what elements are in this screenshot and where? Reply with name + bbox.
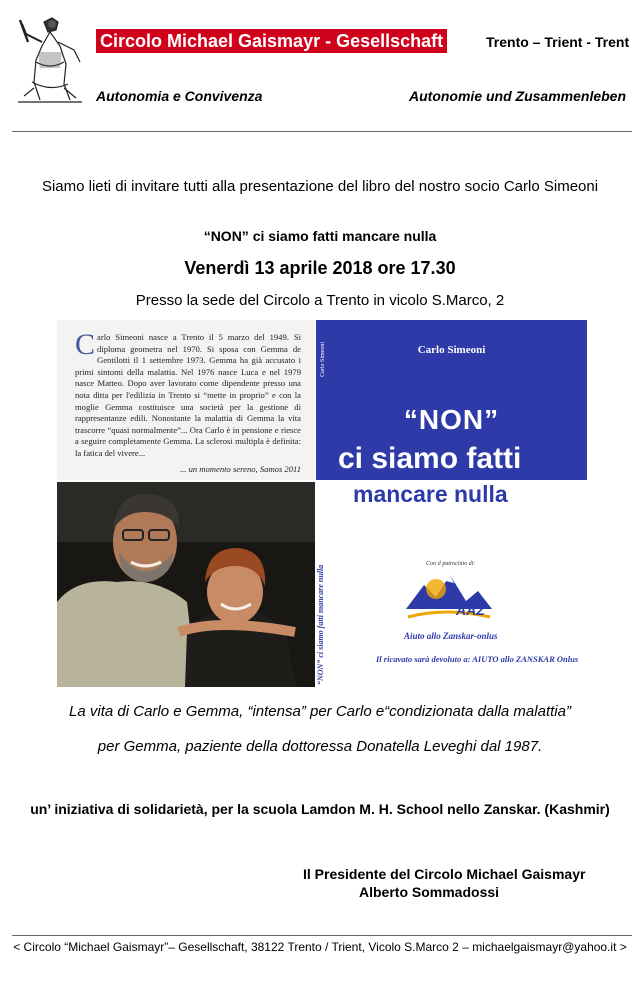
excerpt-signature: ... un momento sereno, Samos 2011 bbox=[179, 463, 301, 474]
aaz-organization-name: Aiuto allo Zanskar-onlus bbox=[404, 631, 498, 641]
invite-text: Siamo lieti di invitare tutti alla presentazione del libro del nostro socio Carlo Simeoni bbox=[41, 178, 599, 195]
cover-title-line2: ci siamo fatti bbox=[338, 442, 522, 475]
proceeds-note: Il ricavato sarà devoluto a: AIUTO allo ZANSKAR Onlus bbox=[376, 654, 579, 664]
cover-title-line1: “NON” bbox=[403, 404, 500, 435]
solidarity-initiative: un’ iniziativa di solidarietà, per la scuola Lamdon M. H. School nello Zanskar. (Kashmir) bbox=[30, 801, 610, 817]
story-line-1: La vita di Carlo e Gemma, “intensa” per Carlo e“condizionata dalla malattia” bbox=[69, 703, 571, 720]
footer-divider bbox=[12, 935, 632, 936]
spine-title: “NON” ci siamo fatti mancare nulla bbox=[316, 564, 325, 685]
motto-italian: Autonomia e Convivenza bbox=[96, 88, 263, 104]
signature-role: Il Presidente del Circolo Michael Gaismayr bbox=[303, 866, 586, 882]
excerpt-text: arlo Simeoni nasce a Trento il 5 marzo del 1949. Si diploma geometra nel 1970. Si sposa con Gemma de Gentilotti il 1 settembre 1973. Gemma ha già accusato i primi sintomi della malattia. Nel 1976 nasce Luca e nel 1979 nasce Matteo. Dopo aver lavorato come dipendente presso una nota ditta per l'edilizia in Trento si “mette in proprio” e con la moglie Gemma costituisce una società per la gestione di rappresentanze edili. Nonostante la malattia di Gemma la vita trascorre “quasi normalmente”... Ora Carlo è in pensione e riesce a seguire completamente Gemma. La sclerosi multipla è definita: la fatica del vivere... bbox=[75, 332, 301, 458]
book-title: “NON” ci siamo fatti mancare nulla bbox=[203, 228, 437, 244]
photo-carlo-gemma bbox=[57, 482, 315, 687]
city-names: Trento – Trient - Trent bbox=[486, 34, 630, 50]
signature-name: Alberto Sommadossi bbox=[359, 884, 500, 900]
organization-name: Circolo Michael Gaismayr - Gesellschaft bbox=[96, 29, 447, 53]
motto-german: Autonomie und Zusammenleben bbox=[409, 88, 627, 104]
aaz-logo-text: AAZ bbox=[456, 602, 485, 618]
book-excerpt bbox=[57, 320, 315, 480]
event-date: Venerdì 13 aprile 2018 ore 17.30 bbox=[184, 258, 456, 278]
event-venue: Presso la sede del Circolo a Trento in vicolo S.Marco, 2 bbox=[135, 292, 505, 309]
story-line-2: per Gemma, paziente della dottoressa Donatella Leveghi dal 1987. bbox=[97, 738, 543, 755]
header-divider bbox=[12, 131, 632, 132]
book-cover-front bbox=[316, 320, 587, 480]
patronage-label: Con il patrocinio di: bbox=[426, 561, 476, 567]
gaismayr-logo bbox=[14, 12, 86, 106]
cover-author: Carlo Simeoni bbox=[417, 344, 486, 356]
cover-title-line3: mancare nulla bbox=[353, 481, 508, 507]
excerpt-dropcap: C bbox=[75, 328, 96, 361]
cover-spine-author: Carlo Simeoni bbox=[320, 342, 326, 377]
footer-address: < Circolo “Michael Gaismayr”– Gesellschaft, 38122 Trento / Trient, Vicolo S.Marco 2 – michaelgaismayr@yahoo.it > bbox=[13, 940, 627, 954]
